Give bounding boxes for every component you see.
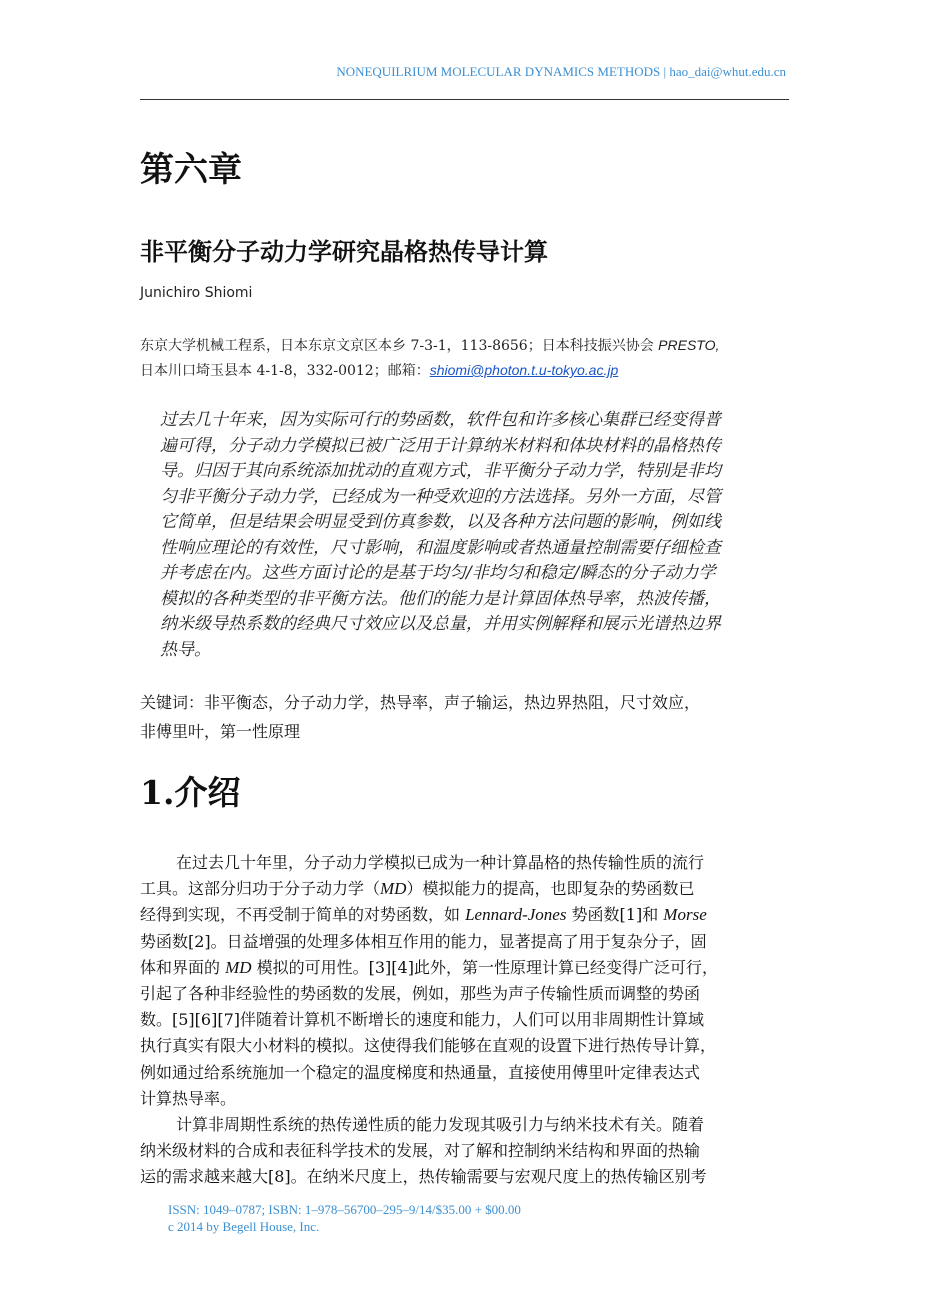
body-line: 经得到实现，不再受制于简单的对势函数，如 Lennard-Jones 势函数[1]和 Morse <box>140 905 707 925</box>
page-footer <box>168 1201 521 1235</box>
body-line: 引起了各种非经验性的势函数的发展，例如，那些为声子传输性质而调整的势函 <box>140 984 701 1004</box>
body-line: 执行真实有限大小材料的模拟。这使得我们能够在直观的设置下进行热传导计算， <box>140 1036 717 1056</box>
body-line: 计算非周期性系统的热传递性质的能力发现其吸引力与纳米技术有关。随着 <box>176 1115 705 1135</box>
header-divider <box>140 99 789 100</box>
abstract-line: 模拟的各种类型的非平衡方法。他们的能力是计算固体热导率，热波传播， <box>160 588 721 609</box>
abstract <box>160 408 780 663</box>
abstract-line: 过去几十年来，因为实际可行的势函数，软件包和许多核心集群已经变得普 <box>160 410 721 430</box>
body-line: 例如通过给系统施加一个稳定的温度梯度和热通量，直接使用傅里叶定律表达式 <box>140 1062 701 1082</box>
abstract-line: 它简单，但是结果会明显受到仿真参数，以及各种方法问题的影响，例如线 <box>160 512 721 532</box>
chapter-label: 第六章 <box>140 150 242 190</box>
body-line: 计算热导率。 <box>140 1088 237 1108</box>
body-line: 势函数[2]。日益增强的处理多体相互作用的能力，显著提高了用于复杂分子，固 <box>140 931 707 951</box>
body-line: 运的需求越来越大[8]。在纳米尺度上，热传输需要与宏观尺度上的热传输区别考 <box>140 1167 707 1187</box>
affiliation-org: PRESTO, <box>658 337 720 353</box>
running-header: NONEQUILRIUM MOLECULAR DYNAMICS METHODS | hao_dai@whut.edu.cn <box>336 64 786 79</box>
abstract-line: 纳米级导热系数的经典尺寸效应以及总量，并用实例解释和展示光谱热边界 <box>160 614 721 634</box>
body-line: 纳米级材料的合成和表征科学技术的发展，对了解和控制纳米结构和界面的热输 <box>140 1141 701 1161</box>
affiliation-line-1: 东京大学机械工程系，日本东京文京区本乡 7-3-1，113-8656；日本科技振兴协会 PRESTO, <box>140 337 720 354</box>
author-name: Junichiro Shiomi <box>140 285 253 301</box>
body-text <box>140 850 792 1191</box>
paper-title: 非平衡分子动力学研究晶格热传导计算 <box>140 238 548 266</box>
section-heading: 1.介绍 <box>140 773 241 812</box>
body-line: 工具。这部分归功于分子动力学（MD）模拟能力的提高，也即复杂的势函数已 <box>140 879 695 899</box>
footer-copyright: c 2014 by Begell House, Inc. <box>168 1219 320 1234</box>
body-line: 在过去几十年里，分子动力学模拟已成为一种计算晶格的热传输性质的流行 <box>176 853 705 872</box>
abstract-line: 遍可得，分子动力学模拟已被广泛用于计算纳米材料和体块材料的晶格热传 <box>160 435 721 456</box>
keywords-line-2: 非傅里叶，第一性原理 <box>140 722 301 741</box>
abstract-line: 热导。 <box>160 639 211 660</box>
email-link[interactable]: shiomi@photon.t.u-tokyo.ac.jp <box>429 362 619 378</box>
abstract-line: 导。归因于其向系统添加扰动的直观方式，非平衡分子动力学，特别是非均 <box>160 461 721 481</box>
keywords-line-1: 关键词：非平衡态，分子动力学，热导率，声子输运，热边界热阻，尺寸效应， <box>140 693 701 712</box>
body-line: 体和界面的 MD 模拟的可用性。[3][4]此外，第一性原理计算已经变得广泛可行， <box>140 957 718 977</box>
keywords <box>140 688 800 746</box>
footer-issn: ISSN: 1049–0787; ISBN: 1–978–56700–295–9/14/$35.00 + $00.00 <box>168 1202 521 1217</box>
body-line: 数。[5][6][7]伴随着计算机不断增长的速度和能力，人们可以用非周期性计算域 <box>140 1010 704 1030</box>
abstract-line: 性响应理论的有效性，尺寸影响，和温度影响或者热通量控制需要仔细检查 <box>160 537 721 558</box>
affiliation-line-2: 日本川口埼玉县本 4-1-8，332-0012；邮箱：shiomi@photon.t.u-tokyo.ac.jp <box>140 362 619 379</box>
abstract-line: 并考虑在内。这些方面讨论的是基于均匀/非均匀和稳定/瞬态的分子动力学 <box>160 563 716 583</box>
abstract-line: 匀非平衡分子动力学，已经成为一种受欢迎的方法选择。另外一方面，尽管 <box>160 486 721 507</box>
affiliation-block <box>140 333 790 383</box>
